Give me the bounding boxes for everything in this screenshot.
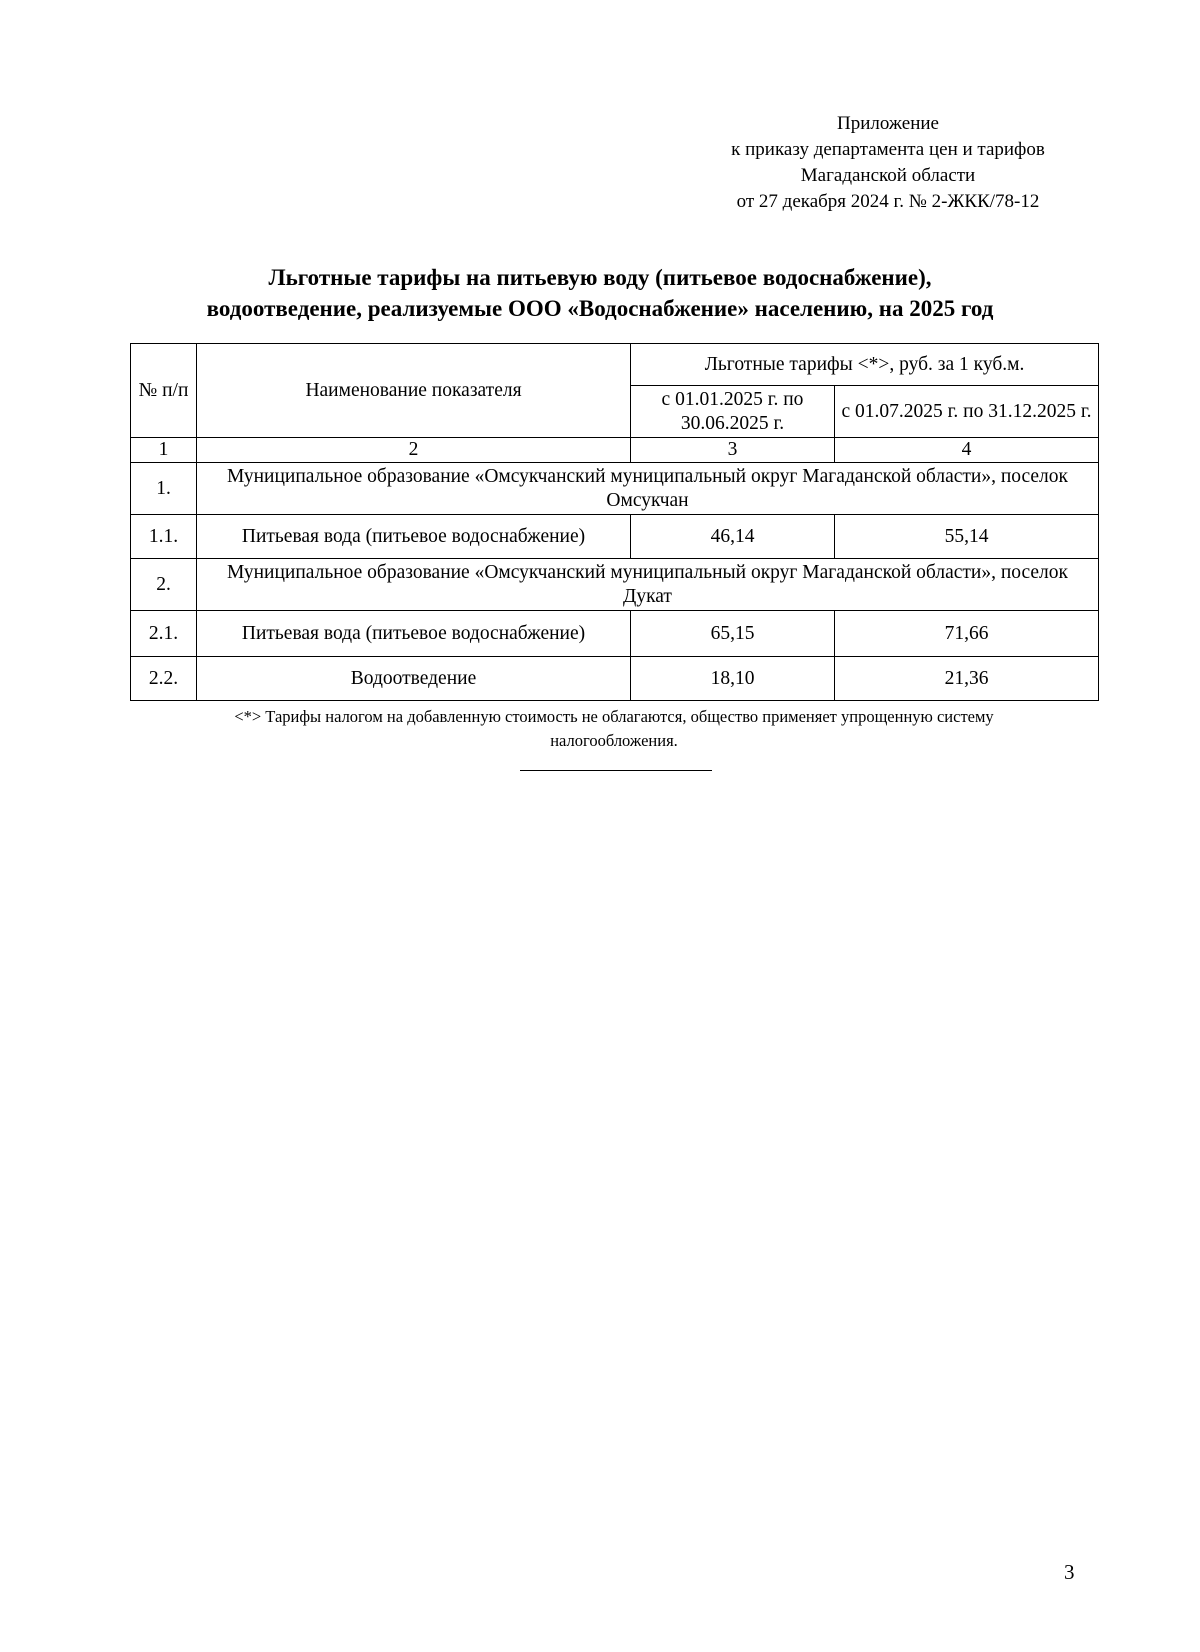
appendix-label: Приложение <box>837 113 939 134</box>
col-number-4: 4 <box>835 438 1099 463</box>
row-num: 2.1. <box>131 611 197 657</box>
tariffs-table <box>130 343 1099 701</box>
col-number-1: 1 <box>131 438 197 463</box>
section-title: Муниципальное образование «Омсукчанский муниципальный округ Магаданской области», поселок Дукат <box>197 559 1099 611</box>
row-value-period-1: 18,10 <box>631 657 835 701</box>
footnote <box>130 705 1098 753</box>
row-value-period-1: 65,15 <box>631 611 835 657</box>
section-row <box>131 463 1099 515</box>
section-title: Муниципальное образование «Омсукчанский муниципальный округ Магаданской области», поселок Омсукчан <box>197 463 1099 515</box>
section-num: 2. <box>131 559 197 611</box>
table-row <box>131 657 1099 701</box>
end-divider <box>520 770 712 771</box>
section-row <box>131 559 1099 611</box>
title-line-2: водоотведение, реализуемые ООО «Водоснабжение» населению, на 2025 год <box>206 296 994 321</box>
header-row <box>131 344 1099 386</box>
header-num: № п/п <box>131 344 197 438</box>
appendix-order-ref: к приказу департамента цен и тарифов <box>731 139 1045 160</box>
appendix-region: Магаданской области <box>800 165 976 186</box>
appendix-header <box>688 111 1088 215</box>
page-number: 3 <box>1064 1560 1075 1584</box>
row-value-period-2: 55,14 <box>835 515 1099 559</box>
table-row <box>131 515 1099 559</box>
section-num: 1. <box>131 463 197 515</box>
footnote-line-1: <*> Тарифы налогом на добавленную стоимость не облагаются, общество применяет упрощенную систему <box>234 707 994 726</box>
row-name: Питьевая вода (питьевое водоснабжение) <box>197 515 631 559</box>
footnote-line-2: налогообложения. <box>550 731 678 750</box>
row-value-period-1: 46,14 <box>631 515 835 559</box>
header-tariffs: Льготные тарифы <*>, руб. за 1 куб.м. <box>631 344 1099 386</box>
table-row <box>131 611 1099 657</box>
row-value-period-2: 71,66 <box>835 611 1099 657</box>
document-title <box>0 262 1200 324</box>
row-value-period-2: 21,36 <box>835 657 1099 701</box>
row-num: 2.2. <box>131 657 197 701</box>
header-period-1: с 01.01.2025 г. по 30.06.2025 г. <box>631 386 835 438</box>
appendix-date-number: от 27 декабря 2024 г. № 2-ЖКК/78-12 <box>736 191 1040 212</box>
col-number-3: 3 <box>631 438 835 463</box>
row-num: 1.1. <box>131 515 197 559</box>
header-period-2: с 01.07.2025 г. по 31.12.2025 г. <box>835 386 1099 438</box>
title-line-1: Льготные тарифы на питьевую воду (питьевое водоснабжение), <box>268 265 932 290</box>
header-name: Наименование показателя <box>197 344 631 438</box>
col-number-2: 2 <box>197 438 631 463</box>
row-name: Питьевая вода (питьевое водоснабжение) <box>197 611 631 657</box>
row-name: Водоотведение <box>197 657 631 701</box>
column-numbers-row <box>131 438 1099 463</box>
